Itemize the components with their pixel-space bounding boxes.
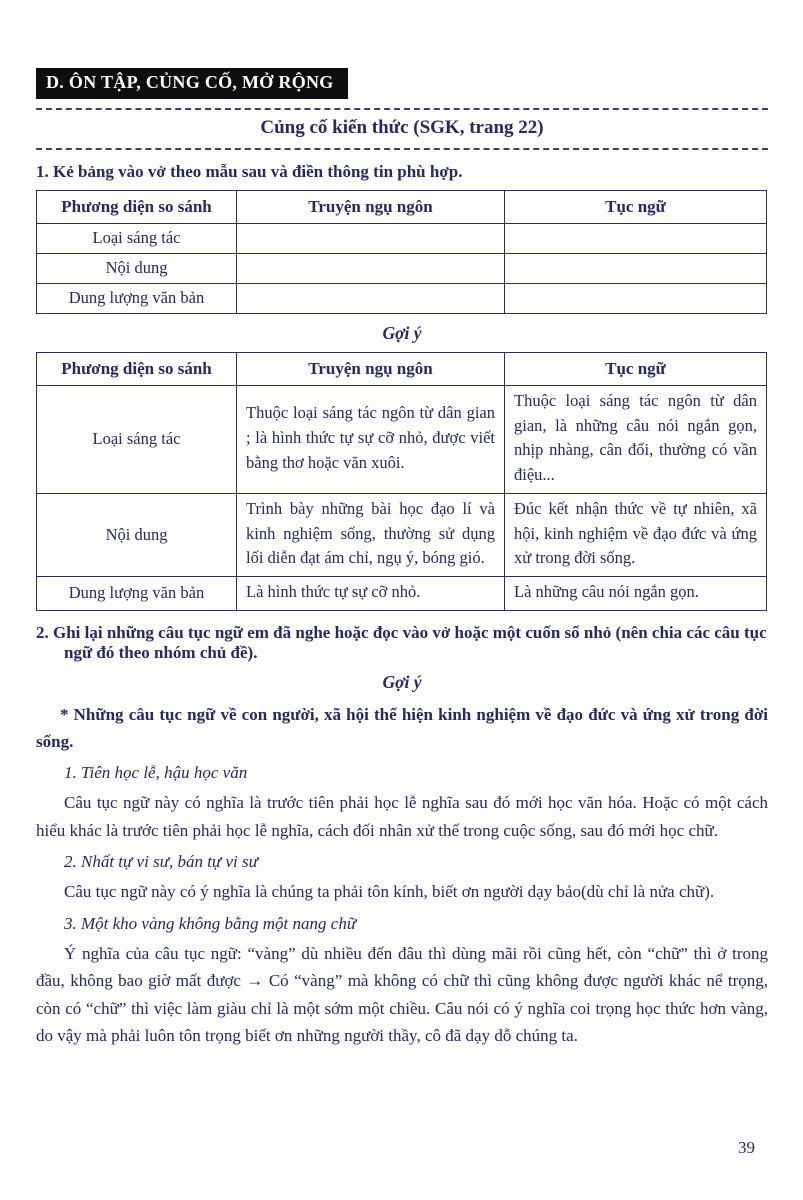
empty-cell (505, 223, 767, 253)
proverb-explanation: Câu tục ngữ này có nghĩa là trước tiên phải học lễ nghĩa sau đó mới học văn hóa. Hoặc có một cách hiểu khác là trước tiên phải học lễ nghĩa, cách đối nhân xử thế trong cuộc sống, sau đó mới học chữ. (36, 793, 768, 840)
dashed-divider-bottom (36, 148, 768, 150)
proverb-explanation: Câu tục ngữ này có ý nghĩa là chúng ta phải tôn kính, biết ơn người dạy bảo(dù chỉ là nửa chữ). (64, 882, 715, 902)
proverb-cell: Là những câu nói ngắn gọn. (505, 577, 767, 611)
column-header: Tục ngữ (505, 190, 767, 223)
empty-cell (237, 253, 505, 283)
column-header: Phương diện so sánh (37, 190, 237, 223)
proverb-item (36, 914, 768, 1050)
row-label: Loại sáng tác (37, 223, 237, 253)
section-banner: D. ÔN TẬP, CỦNG CỐ, MỞ RỘNG (36, 68, 348, 99)
fable-cell: Là hình thức tự sự cỡ nhỏ. (237, 577, 505, 611)
exercise-2-heading: 2. Ghi lại những câu tục ngữ em đã nghe hoặc đọc vào vở hoặc một cuốn sổ nhỏ (nên chia các câu tục ngữ đó theo nhóm chủ đề). (36, 622, 767, 662)
proverb-title: 1. Tiên học lễ, hậu học văn (64, 763, 248, 783)
page-number: 39 (738, 1138, 755, 1157)
row-label: Dung lượng văn bản (37, 283, 237, 313)
table-row (37, 223, 767, 253)
table-row (37, 283, 767, 313)
table-row (37, 385, 767, 493)
proverb-title: 3. Một kho vàng không bằng một nang chữ (64, 913, 357, 933)
row-label: Dung lượng văn bản (37, 577, 237, 611)
column-header: Truyện ngụ ngôn (237, 352, 505, 385)
comparison-table-answers (36, 352, 767, 611)
table-header-row (37, 352, 767, 385)
proverb-title: 2. Nhất tự vi sư, bán tự vi sư (64, 852, 258, 872)
table-row (37, 493, 767, 576)
column-header: Tục ngữ (505, 352, 767, 385)
row-label: Loại sáng tác (37, 385, 237, 493)
empty-cell (505, 253, 767, 283)
table-row (37, 253, 767, 283)
table-row (37, 577, 767, 611)
proverb-cell: Đúc kết nhận thức về tự nhiên, xã hội, kinh nghiệm về đạo đức và ứng xử trong đời sống. (505, 493, 767, 576)
hint-label: Gợi ý (382, 322, 422, 343)
proverb-item (36, 763, 768, 844)
fable-cell: Trình bày những bài học đạo lí và kinh nghiệm sống, thường sử dụng lối diễn đạt ám chỉ, ngụ ý, bóng gió. (237, 493, 505, 576)
exercise-1-heading: 1. Kẻ bảng vào vở theo mẫu sau và điền thông tin phù hợp. (36, 161, 463, 181)
row-label: Nội dung (37, 493, 237, 576)
empty-cell (237, 223, 505, 253)
dashed-divider-top (36, 108, 768, 110)
table-header-row (37, 190, 767, 223)
hint-label: Gợi ý (382, 671, 422, 692)
column-header: Phương diện so sánh (37, 352, 237, 385)
row-label: Nội dung (37, 253, 237, 283)
column-header: Truyện ngụ ngôn (237, 190, 505, 223)
comparison-table-blank (36, 190, 767, 314)
proverb-item (36, 852, 768, 906)
proverb-explanation: Ý nghĩa của câu tục ngữ: “vàng” dù nhiều đến đâu thì dùng mãi rồi cũng hết, còn “chữ” thì ở trong đầu, không bao giờ mất được → Có “vàng” mà không có chữ thì cũng không được người khác nể trọng, còn có “chữ” thì việc làm giàu chỉ là một sớm một chiều. Câu nói có ý nghĩa coi trọng học thức hơn vàng, do vậy mà phải luôn tôn trọng biết ơn những người thầy, cô đã dạy dỗ chúng ta. (36, 943, 768, 1046)
proverb-cell: Thuộc loại sáng tác ngôn từ dân gian, là những câu nói ngắn gọn, nhịp nhàng, cân đối, thường có vần điệu... (505, 385, 767, 493)
fable-cell: Thuộc loại sáng tác ngôn từ dân gian ; là hình thức tự sự cỡ nhỏ, được viết bằng thơ hoặc văn xuôi. (237, 385, 505, 493)
page-title: Củng cố kiến thức (SGK, trang 22) (260, 116, 544, 138)
empty-cell (505, 283, 767, 313)
proverb-group-intro: * Những câu tục ngữ về con người, xã hội thể hiện kinh nghiệm về đạo đức và ứng xử trong đời sống. (36, 704, 768, 751)
empty-cell (237, 283, 505, 313)
